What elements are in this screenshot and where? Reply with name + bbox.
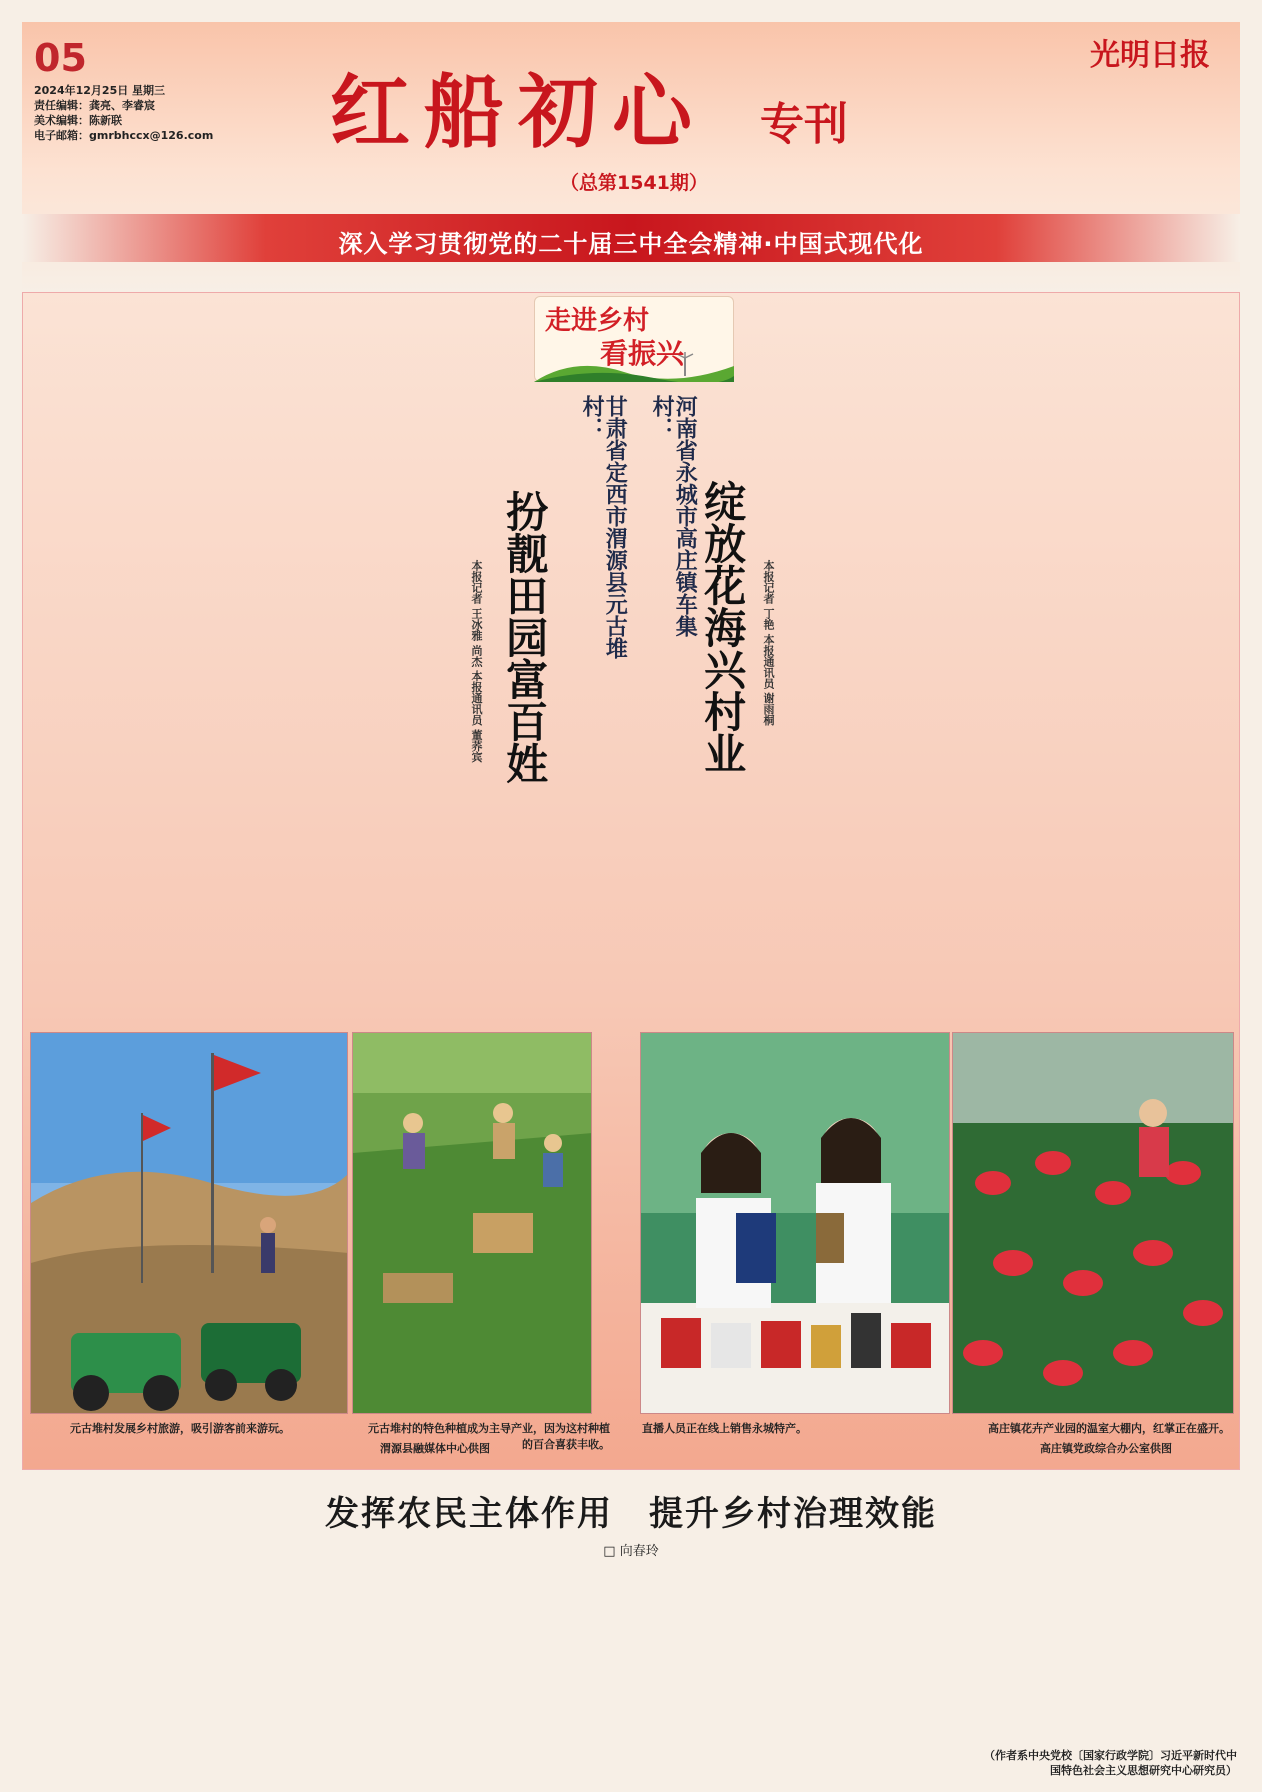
left-story-headline: 扮靓田园富百姓	[500, 490, 550, 784]
photo-caption-1: 元古堆村发展乡村旅游，吸引游客前来游玩。	[70, 1422, 290, 1435]
bottom-article-headline: 发挥农民主体作用 提升乡村治理效能	[325, 1494, 937, 1534]
left-story-subtitle: 甘肃省定西市渭源县元古堆村：	[579, 395, 629, 659]
bottom-article-column-5	[982, 1472, 1237, 1772]
special-issue-suffix: 专刊	[760, 99, 848, 150]
photo-lily-harvest	[352, 1032, 592, 1414]
left-story-byline: 本报记者 王冰雅 尚杰 本报通讯员 董荞宾	[470, 560, 483, 763]
bottom-article-column-3	[502, 1566, 732, 1772]
column-logo-line2: 看振兴	[600, 337, 685, 370]
date-line: 2024年12月25日 星期三	[34, 84, 166, 97]
art-editor-line: 美术编辑：陈新联	[34, 114, 122, 127]
photo-credit-right: 高庄镇党政综合办公室供图	[1040, 1442, 1172, 1455]
photo-tourism-atv	[30, 1032, 348, 1414]
photo-caption-3: 直播人员正在线上销售永城特产。	[642, 1422, 807, 1435]
page-number: 05	[34, 36, 87, 80]
special-issue-title: 红船初心	[330, 65, 706, 159]
bottom-article-byline: □ 向春玲	[603, 1544, 659, 1559]
right-story-subtitle: 河南省永城市高庄镇车集村：	[649, 395, 699, 637]
column-logo-line1: 走进乡村	[545, 306, 650, 336]
email-line: 电子邮箱：gmrbhccx@126.com	[34, 129, 214, 142]
editor-line: 责任编辑：龚亮、李睿宸	[34, 99, 155, 112]
right-story-headline: 绽放花海兴村业	[698, 480, 748, 774]
bottom-article-column-4	[742, 1566, 972, 1772]
left-story-column-1	[36, 304, 246, 1014]
right-story-column-2	[824, 304, 1034, 1014]
photo-caption-4: 高庄镇花卉产业园的温室大棚内，红掌正在盛开。	[988, 1422, 1230, 1435]
photo-caption-2: 元古堆村的特色种植成为主导产业，因为这村种植的百合喜获丰收。	[368, 1422, 610, 1451]
photo-livestream-sales	[640, 1032, 950, 1414]
right-story-byline: 本报记者 丁艳 本报通讯员 谢雨桐	[762, 560, 775, 726]
photo-anthurium-greenhouse	[952, 1032, 1234, 1414]
bottom-article-column-2	[262, 1566, 492, 1772]
photo-credit-left: 渭源县融媒体中心供图	[380, 1442, 490, 1455]
theme-banner-text: 深入学习贯彻党的二十届三中全会精神·中国式现代化	[338, 230, 924, 258]
author-affiliation: （作者系中央党校〔国家行政学院〕习近平新时代中国特色社会主义思想研究中心研究员）	[984, 1749, 1237, 1778]
left-story-column-3	[254, 590, 474, 1010]
issue-number: （总第1541期）	[560, 172, 708, 194]
right-story-column-3	[1044, 304, 1234, 1014]
newspaper-logo: 光明日报	[1090, 38, 1210, 73]
